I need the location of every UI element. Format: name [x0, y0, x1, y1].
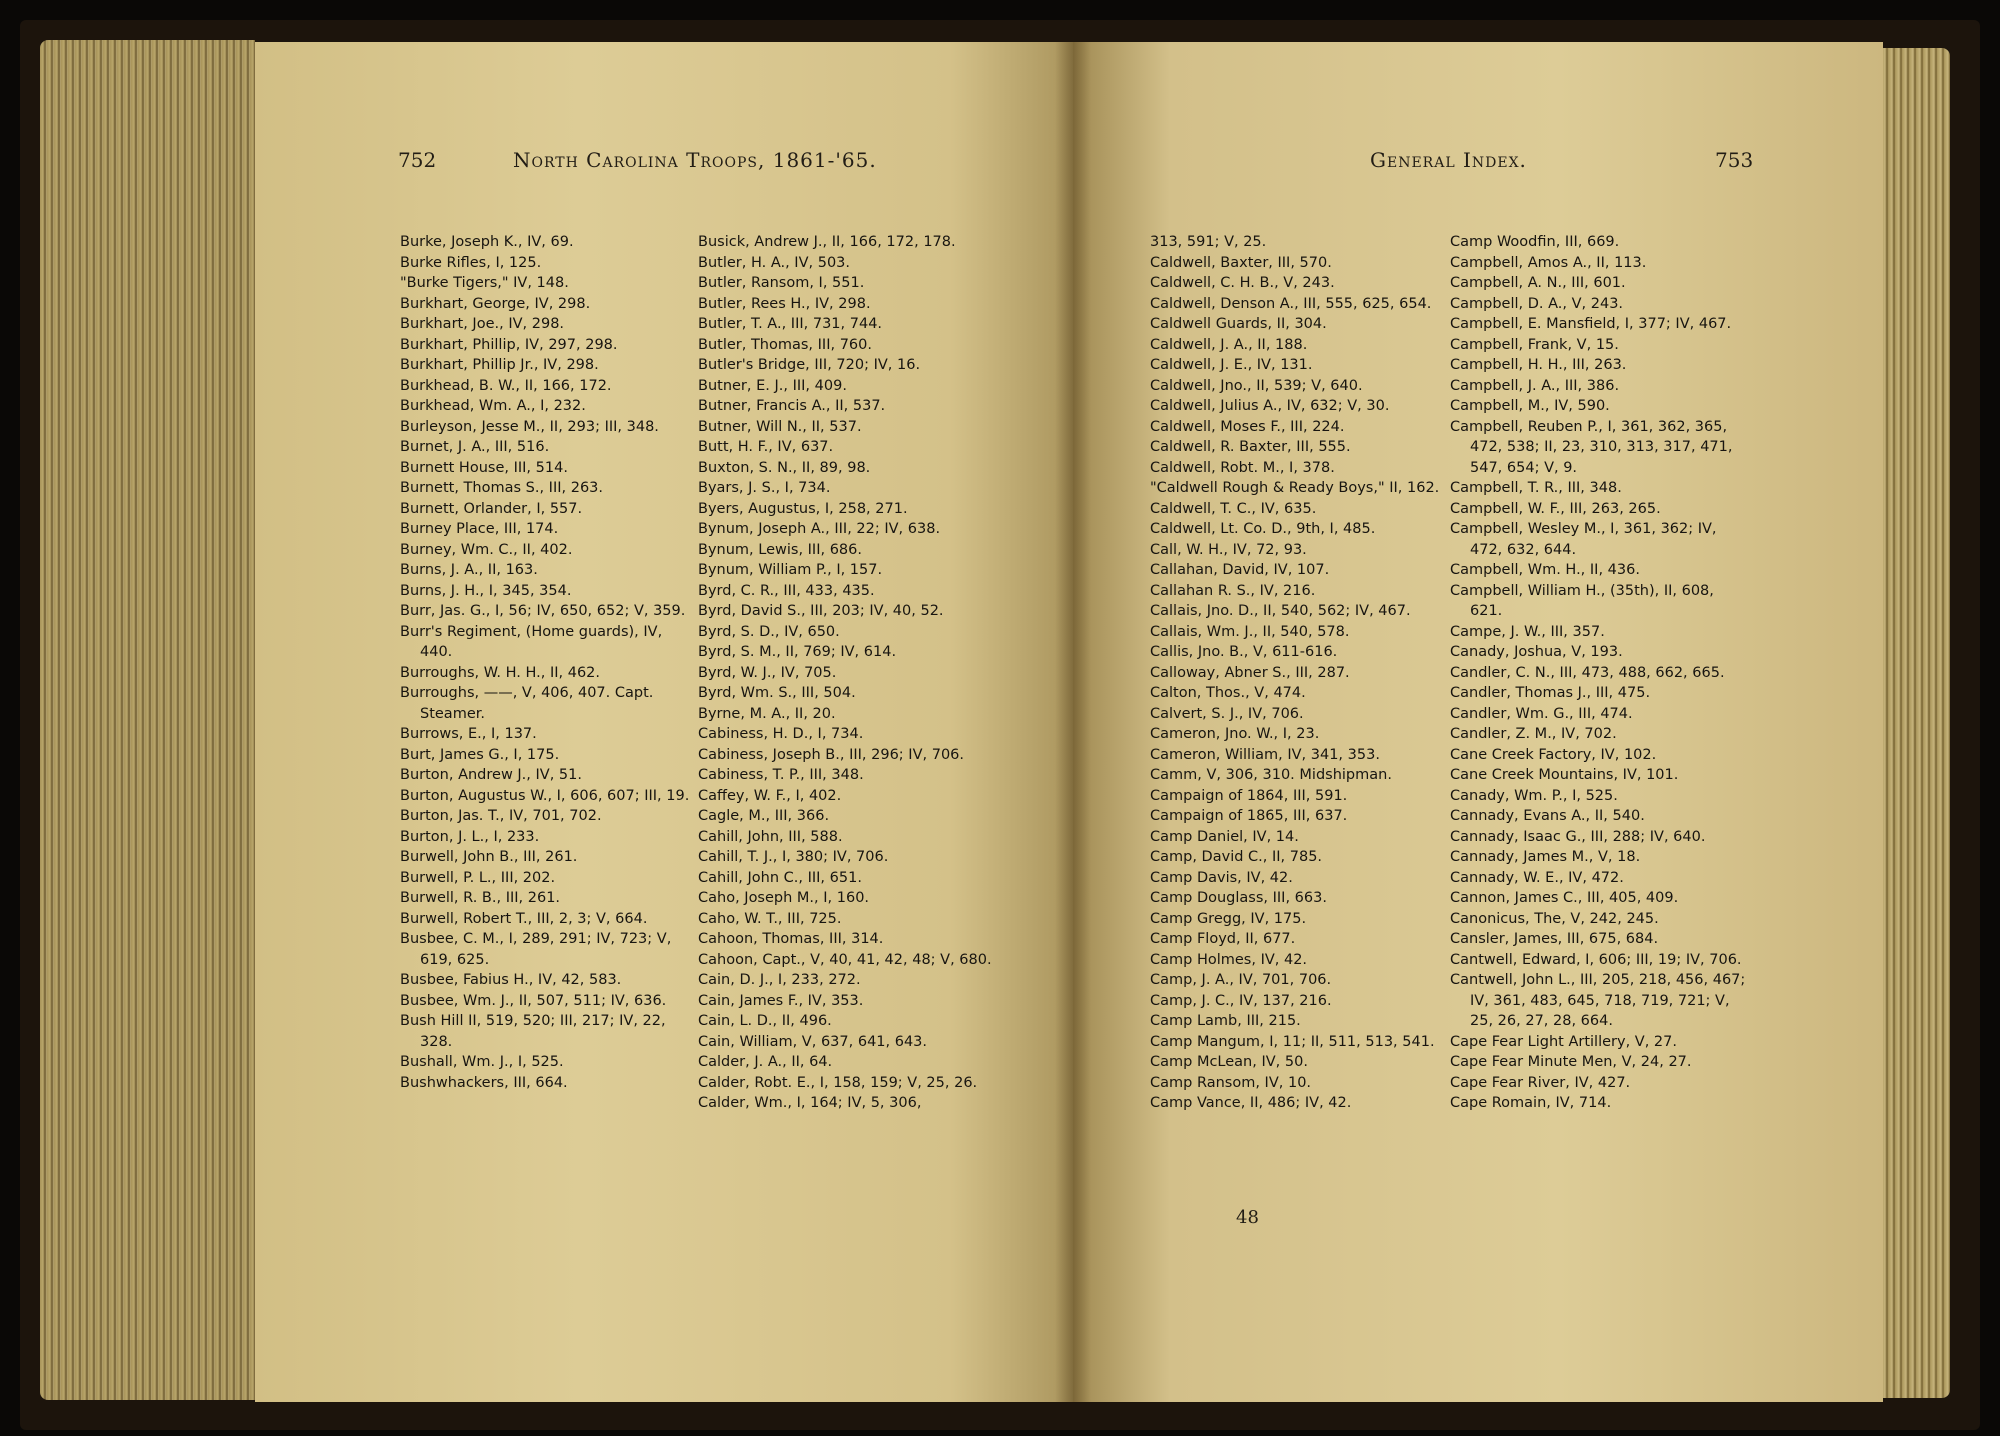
index-entry: Burke Rifles, I, 125. [400, 254, 542, 271]
index-entry: Campbell, Wesley M., I, 361, 362; IV, 472, 632, 644. [1450, 521, 1717, 558]
index-entry: Camp Mangum, I, 11; II, 511, 513, 541. [1150, 1033, 1435, 1050]
index-entry: Campbell, A. N., III, 601. [1450, 275, 1626, 291]
index-entry: Calder, Wm., I, 164; IV, 5, 306, [698, 1095, 922, 1111]
index-entry: Camp Gregg, IV, 175. [1150, 910, 1307, 927]
index-entry: Butler, Rees H., IV, 298. [698, 295, 871, 312]
index-entry: Cape Fear Minute Men, V, 24, 27. [1450, 1054, 1692, 1070]
right-page-header [1370, 148, 1754, 178]
index-entry: Burnet, J. A., III, 516. [400, 439, 550, 455]
index-entry: Cape Fear Light Artillery, V, 27. [1450, 1033, 1677, 1050]
index-entry: Cameron, Jno. W., I, 23. [1150, 726, 1320, 742]
index-entry: Bushall, Wm. J., I, 525. [400, 1054, 564, 1070]
index-entry: Campbell, T. R., III, 348. [1450, 480, 1622, 496]
index-entry: Campbell, H. H., III, 263. [1450, 357, 1627, 373]
right-page-number: 753 [1715, 148, 1754, 172]
index-entry: Camp Holmes, IV, 42. [1150, 951, 1308, 968]
index-entry: Calvert, S. J., IV, 706. [1150, 705, 1304, 722]
index-entry: Byrd, Wm. S., III, 504. [698, 685, 856, 701]
index-entry: Campbell, W. F., III, 263, 265. [1450, 500, 1661, 517]
index-entry: Caldwell, T. C., IV, 635. [1150, 500, 1317, 517]
index-entry: Cansler, James, III, 675, 684. [1450, 931, 1659, 947]
index-entry: 313, 591; V, 25. [1150, 234, 1267, 250]
index-entry: Camm, V, 306, 310. Midshipman. [1150, 767, 1392, 783]
index-entry: Cannady, Isaac G., III, 288; IV, 640. [1450, 828, 1706, 845]
index-entry: Burnett, Orlander, I, 557. [400, 500, 583, 517]
index-entry: Burnett, Thomas S., III, 263. [400, 480, 603, 496]
index-entry: Burney, Wm. C., II, 402. [400, 541, 573, 558]
index-entry: Cabiness, H. D., I, 734. [698, 726, 864, 742]
index-entry: Burt, James G., I, 175. [400, 746, 560, 763]
index-entry: Burns, J. A., II, 163. [400, 562, 538, 578]
left-page-header [398, 148, 998, 178]
index-entry: Caffey, W. F., I, 402. [698, 787, 842, 804]
index-entry: "Burke Tigers," IV, 148. [400, 275, 569, 291]
index-entry: Canady, Joshua, V, 193. [1450, 644, 1623, 660]
index-entry: Burns, J. H., I, 345, 354. [400, 582, 572, 599]
index-entry: Byrd, S. M., II, 769; IV, 614. [698, 644, 897, 660]
index-entry: Byrne, M. A., II, 20. [698, 705, 836, 722]
index-entry: Camp Ransom, IV, 10. [1150, 1074, 1312, 1091]
signature-mark: 48 [1236, 1207, 1259, 1228]
index-entry: Canonicus, The, V, 242, 245. [1450, 910, 1659, 927]
index-entry: Burton, Andrew J., IV, 51. [400, 767, 582, 783]
index-entry: Candler, C. N., III, 473, 488, 662, 665. [1450, 664, 1725, 681]
index-entry: Campbell, E. Mansfield, I, 377; IV, 467. [1450, 316, 1732, 332]
index-entry: Bynum, William P., I, 157. [698, 562, 883, 578]
index-entry: Caldwell, Denson A., III, 555, 625, 654. [1150, 295, 1432, 312]
index-entry: Butler, Thomas, III, 760. [698, 336, 872, 353]
index-entry: Bynum, Lewis, III, 686. [698, 541, 862, 558]
index-entry: Caldwell, J. E., IV, 131. [1150, 357, 1313, 373]
index-entry: Camp Vance, II, 486; IV, 42. [1150, 1095, 1352, 1111]
index-entry: Burwell, John B., III, 261. [400, 849, 578, 865]
index-entry: Caldwell Guards, II, 304. [1150, 316, 1327, 332]
index-entry: Burton, Augustus W., I, 606, 607; III, 19. [400, 787, 690, 804]
index-entry: Bushwhackers, III, 664. [400, 1074, 568, 1091]
index-entry: Camp, J. C., IV, 137, 216. [1150, 992, 1332, 1009]
index-entry: Burton, J. L., I, 233. [400, 828, 540, 845]
index-entry: Busbee, Fabius H., IV, 42, 583. [400, 972, 622, 988]
index-entry: Calloway, Abner S., III, 287. [1150, 664, 1350, 681]
index-entry: Camp Daniel, IV, 14. [1150, 828, 1299, 845]
index-entry: Call, W. H., IV, 72, 93. [1150, 541, 1307, 558]
index-entry: Burwell, Robert T., III, 2, 3; V, 664. [400, 910, 648, 927]
index-entry: Candler, Wm. G., III, 474. [1450, 705, 1633, 722]
index-entry: Burkhart, George, IV, 298. [400, 295, 591, 312]
right-index-column-1 [1150, 232, 1448, 1114]
index-entry: Cannady, James M., V, 18. [1450, 849, 1641, 865]
right-index-column-2 [1450, 232, 1750, 1114]
index-entry: Campbell, J. A., III, 386. [1450, 377, 1620, 394]
left-running-title: North Carolina Troops, 1861-'65. [513, 148, 877, 172]
index-entry: Butler, Ransom, I, 551. [698, 275, 865, 291]
index-entry: Byrd, W. J., IV, 705. [698, 664, 837, 681]
index-entry: Campbell, Frank, V, 15. [1450, 336, 1619, 353]
right-running-title: General Index. [1370, 148, 1527, 172]
index-entry: Burleyson, Jesse M., II, 293; III, 348. [400, 418, 659, 435]
index-entry: Byers, Augustus, I, 258, 271. [698, 500, 908, 517]
left-index-column-1 [400, 232, 695, 1093]
index-entry: Caldwell, J. A., II, 188. [1150, 336, 1308, 353]
index-entry: Cannady, W. E., IV, 472. [1450, 869, 1624, 886]
index-entry: Camp Floyd, II, 677. [1150, 931, 1296, 947]
index-entry: Cagle, M., III, 366. [698, 808, 830, 824]
index-entry: Busbee, C. M., I, 289, 291; IV, 723; V, 619, 625. [400, 931, 672, 968]
index-entry: Candler, Z. M., IV, 702. [1450, 726, 1617, 742]
index-entry: Campe, J. W., III, 357. [1450, 623, 1605, 640]
index-entry: Burnett House, III, 514. [400, 459, 568, 476]
index-entry: Campaign of 1864, III, 591. [1150, 787, 1348, 804]
index-entry: Campbell, D. A., V, 243. [1450, 295, 1624, 312]
index-entry: Butner, E. J., III, 409. [698, 377, 847, 394]
index-entry: Burkhead, B. W., II, 166, 172. [400, 377, 612, 394]
left-page-edges [40, 40, 255, 1400]
index-entry: Cape Romain, IV, 714. [1450, 1095, 1612, 1111]
index-entry: Caldwell, Moses F., III, 224. [1150, 418, 1345, 435]
index-entry: Cabiness, T. P., III, 348. [698, 767, 864, 783]
index-entry: Caldwell, R. Baxter, III, 555. [1150, 439, 1351, 455]
index-entry: Burkhart, Joe., IV, 298. [400, 316, 565, 332]
index-entry: Cahill, T. J., I, 380; IV, 706. [698, 849, 889, 865]
index-entry: Cahoon, Capt., V, 40, 41, 42, 48; V, 680. [698, 951, 992, 968]
index-entry: Burkhart, Phillip Jr., IV, 298. [400, 357, 599, 373]
index-entry: Byrd, David S., III, 203; IV, 40, 52. [698, 603, 944, 619]
index-entry: Callais, Wm. J., II, 540, 578. [1150, 623, 1350, 640]
index-entry: Burney Place, III, 174. [400, 521, 559, 537]
index-entry: Callis, Jno. B., V, 611-616. [1150, 644, 1338, 660]
index-entry: Butler's Bridge, III, 720; IV, 16. [698, 357, 921, 373]
left-index-column-2 [698, 232, 998, 1114]
index-entry: Buxton, S. N., II, 89, 98. [698, 459, 871, 476]
index-entry: Cane Creek Factory, IV, 102. [1450, 746, 1657, 763]
index-entry: Byrd, C. R., III, 433, 435. [698, 582, 875, 599]
index-entry: Byars, J. S., I, 734. [698, 480, 831, 496]
index-entry: Camp, J. A., IV, 701, 706. [1150, 972, 1332, 988]
index-entry: Butner, Will N., II, 537. [698, 418, 862, 435]
index-entry: Bush Hill II, 519, 520; III, 217; IV, 22, 328. [400, 1013, 666, 1050]
index-entry: Camp Douglass, III, 663. [1150, 890, 1327, 906]
index-entry: Cameron, William, IV, 341, 353. [1150, 746, 1380, 763]
index-entry: "Caldwell Rough & Ready Boys," II, 162. [1150, 480, 1440, 496]
index-entry: Busick, Andrew J., II, 166, 172, 178. [698, 234, 956, 250]
index-entry: Cantwell, Edward, I, 606; III, 19; IV, 706. [1450, 951, 1742, 968]
index-entry: Canady, Wm. P., I, 525. [1450, 787, 1618, 804]
index-entry: Burkhead, Wm. A., I, 232. [400, 398, 586, 414]
index-entry: Candler, Thomas J., III, 475. [1450, 685, 1651, 701]
index-entry: Campbell, Reuben P., I, 361, 362, 365, 472, 538; II, 23, 310, 313, 317, 471, 547, 654; V, 9. [1450, 418, 1733, 476]
index-entry: Camp McLean, IV, 50. [1150, 1054, 1308, 1070]
index-entry: Butner, Francis A., II, 537. [698, 398, 886, 414]
index-entry: Calton, Thos., V, 474. [1150, 685, 1306, 701]
index-entry: Burkhart, Phillip, IV, 297, 298. [400, 336, 618, 353]
index-entry: Callahan R. S., IV, 216. [1150, 582, 1316, 599]
index-entry: Burwell, R. B., III, 261. [400, 890, 561, 906]
index-entry: Cahoon, Thomas, III, 314. [698, 931, 884, 947]
index-entry: Campbell, William H., (35th), II, 608, 621. [1450, 582, 1714, 619]
index-entry: Caho, Joseph M., I, 160. [698, 890, 870, 906]
index-entry: Caho, W. T., III, 725. [698, 910, 842, 927]
left-page-number: 752 [398, 148, 437, 172]
index-entry: Camp Davis, IV, 42. [1150, 869, 1293, 886]
index-entry: Caldwell, Lt. Co. D., 9th, I, 485. [1150, 521, 1376, 537]
index-entry: Caldwell, C. H. B., V, 243. [1150, 275, 1335, 291]
index-entry: Cannon, James C., III, 405, 409. [1450, 890, 1679, 906]
index-entry: Callais, Jno. D., II, 540, 562; IV, 467. [1150, 603, 1411, 619]
index-entry: Camp Woodfin, III, 669. [1450, 234, 1620, 250]
index-entry: Cahill, John C., III, 651. [698, 869, 862, 886]
index-entry: Butler, H. A., IV, 503. [698, 254, 851, 271]
index-entry: Burr, Jas. G., I, 56; IV, 650, 652; V, 359. [400, 603, 686, 619]
index-entry: Bynum, Joseph A., III, 22; IV, 638. [698, 521, 941, 537]
index-entry: Cantwell, John L., III, 205, 218, 456, 467; IV, 361, 483, 645, 718, 719, 721; V, 25, 26, 27, 28, 664. [1450, 972, 1746, 1029]
index-entry: Campbell, Amos A., II, 113. [1450, 254, 1647, 271]
index-entry: Cahill, John, III, 588. [698, 828, 843, 845]
right-page-edges [1882, 48, 1950, 1398]
index-entry: Butler, T. A., III, 731, 744. [698, 316, 883, 332]
index-entry: Caldwell, Baxter, III, 570. [1150, 254, 1332, 271]
index-entry: Cain, James F., IV, 353. [698, 992, 864, 1009]
index-entry: Cabiness, Joseph B., III, 296; IV, 706. [698, 746, 964, 763]
index-entry: Campaign of 1865, III, 637. [1150, 808, 1348, 824]
index-entry: Cape Fear River, IV, 427. [1450, 1074, 1631, 1091]
index-entry: Cain, L. D., II, 496. [698, 1013, 832, 1029]
index-entry: Burton, Jas. T., IV, 701, 702. [400, 808, 602, 824]
index-entry: Cain, D. J., I, 233, 272. [698, 972, 861, 988]
index-entry: Cain, William, V, 637, 641, 643. [698, 1033, 928, 1050]
index-entry: Burke, Joseph K., IV, 69. [400, 234, 574, 250]
index-entry: Cannady, Evans A., II, 540. [1450, 808, 1645, 824]
index-entry: Callahan, David, IV, 107. [1150, 562, 1330, 578]
index-entry: Caldwell, Julius A., IV, 632; V, 30. [1150, 398, 1390, 414]
index-entry: Cane Creek Mountains, IV, 101. [1450, 767, 1679, 783]
index-entry: Caldwell, Robt. M., I, 378. [1150, 459, 1335, 476]
index-entry: Campbell, M., IV, 590. [1450, 398, 1610, 414]
index-entry: Burrows, E., I, 137. [400, 726, 537, 742]
index-entry: Camp Lamb, III, 215. [1150, 1013, 1301, 1029]
index-entry: Butt, H. F., IV, 637. [698, 439, 834, 455]
book-gutter [1055, 42, 1091, 1402]
index-entry: Busbee, Wm. J., II, 507, 511; IV, 636. [400, 992, 667, 1009]
index-entry: Burroughs, W. H. H., II, 462. [400, 664, 601, 681]
index-entry: Calder, Robt. E., I, 158, 159; V, 25, 26. [698, 1074, 978, 1091]
index-entry: Camp, David C., II, 785. [1150, 849, 1323, 865]
index-entry: Calder, J. A., II, 64. [698, 1054, 833, 1070]
index-entry: Burwell, P. L., III, 202. [400, 869, 556, 886]
index-entry: Burr's Regiment, (Home guards), IV, 440. [400, 623, 663, 660]
index-entry: Burroughs, ——, V, 406, 407. Capt. Steamer. [400, 685, 654, 722]
index-entry: Caldwell, Jno., II, 539; V, 640. [1150, 377, 1363, 394]
index-entry: Campbell, Wm. H., II, 436. [1450, 562, 1640, 578]
index-entry: Byrd, S. D., IV, 650. [698, 623, 840, 640]
